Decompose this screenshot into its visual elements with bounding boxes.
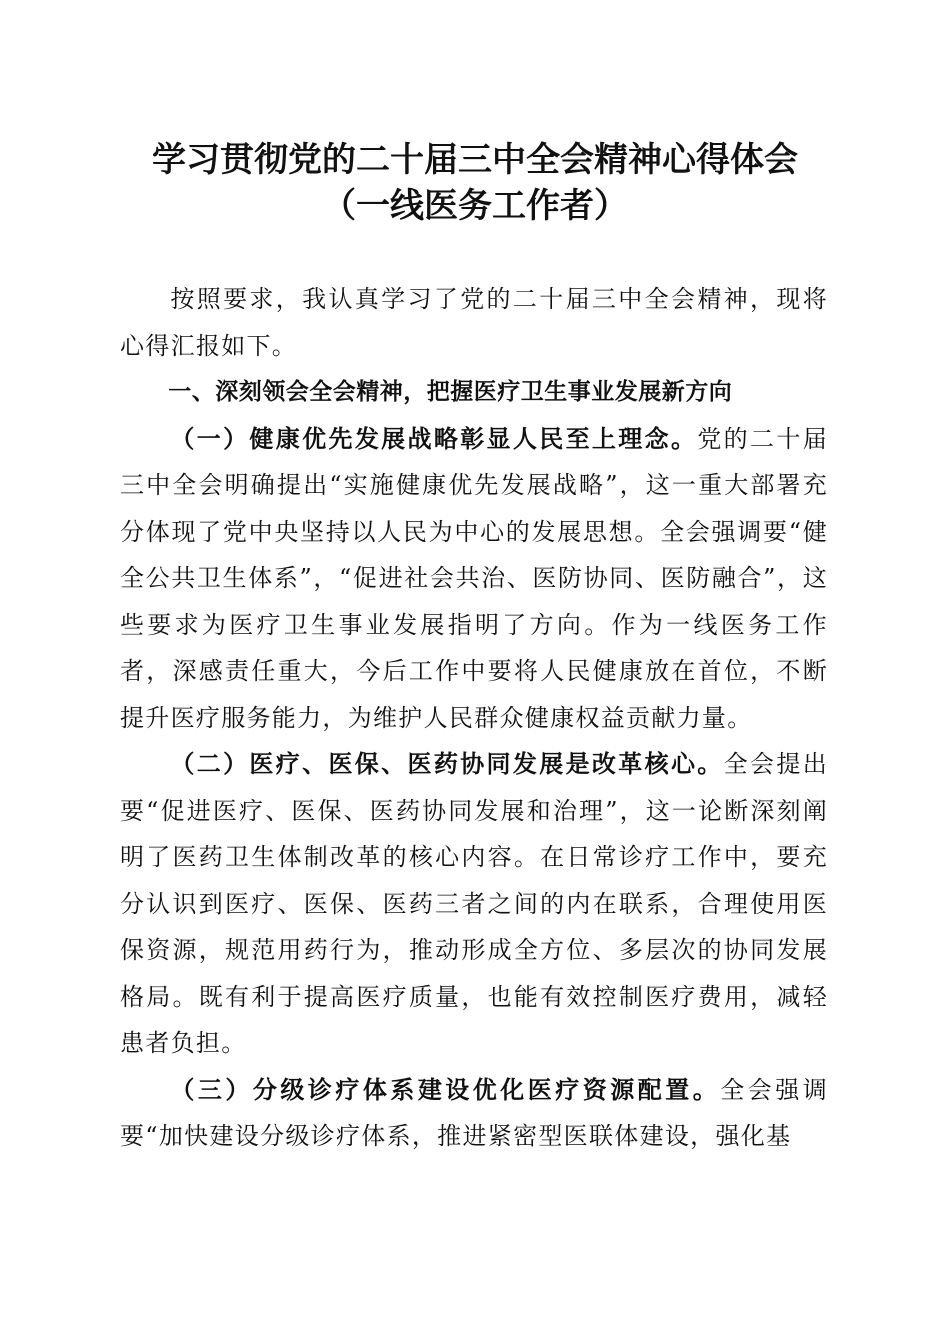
document-subtitle: （一线医务工作者） xyxy=(322,186,628,226)
item-lead: （三）分级诊疗体系建设优化医疗资源配置。 xyxy=(170,1074,721,1104)
paragraph-item-1 xyxy=(120,416,828,742)
section-heading: 一、深刻领会全会精神，把握医疗卫生事业发展新方向 xyxy=(168,379,733,405)
paragraph-item-3 xyxy=(120,1067,828,1160)
paragraph-item-2 xyxy=(120,741,828,1067)
item-lead: （二）医疗、医保、医药协同发展是改革核心。 xyxy=(170,749,724,778)
item-lead: （一）健康优先发展战略彰显人民至上理念。 xyxy=(170,423,698,453)
document-title: 学习贯彻党的二十届三中全会精神心得体会 xyxy=(152,140,798,180)
document-body xyxy=(120,276,828,1160)
intro-paragraph: 按照要求，我认真学习了党的二十届三中全会精神，现将心得汇报如下。 xyxy=(120,285,828,360)
item-text: 全会提出要“促进医疗、医保、医药协同发展和治理”，这一论断深刻阐明了医药卫生体制改革的核心内容。在日常诊疗工作中，要充分认识到医疗、医保、医药三者之间的内在联系，合理使用医保资源，规范用药行为，推动形成全方位、多层次的协同发展格局。既有利于提高医疗质量，也能有效控制医疗费用，减轻患者负担。 xyxy=(120,750,828,1057)
item-text: 党的二十届三中全会明确提出“实施健康优先发展战略”，这一重大部署充分体现了党中央坚持以人民为中心的发展思想。全会强调要“健全公共卫生体系”，“促进社会共治、医防协同、医防融合”，这些要求为医疗卫生事业发展指明了方向。作为一线医务工作者，深感责任重大，今后工作中要将人民健康放在首位，不断提升医疗服务能力，为维护人民群众健康权益贡献力量。 xyxy=(120,424,829,732)
item-text: 全会强调要“加快建设分级诊疗体系，推进紧密型医联体建设，强化基 xyxy=(120,1075,829,1150)
